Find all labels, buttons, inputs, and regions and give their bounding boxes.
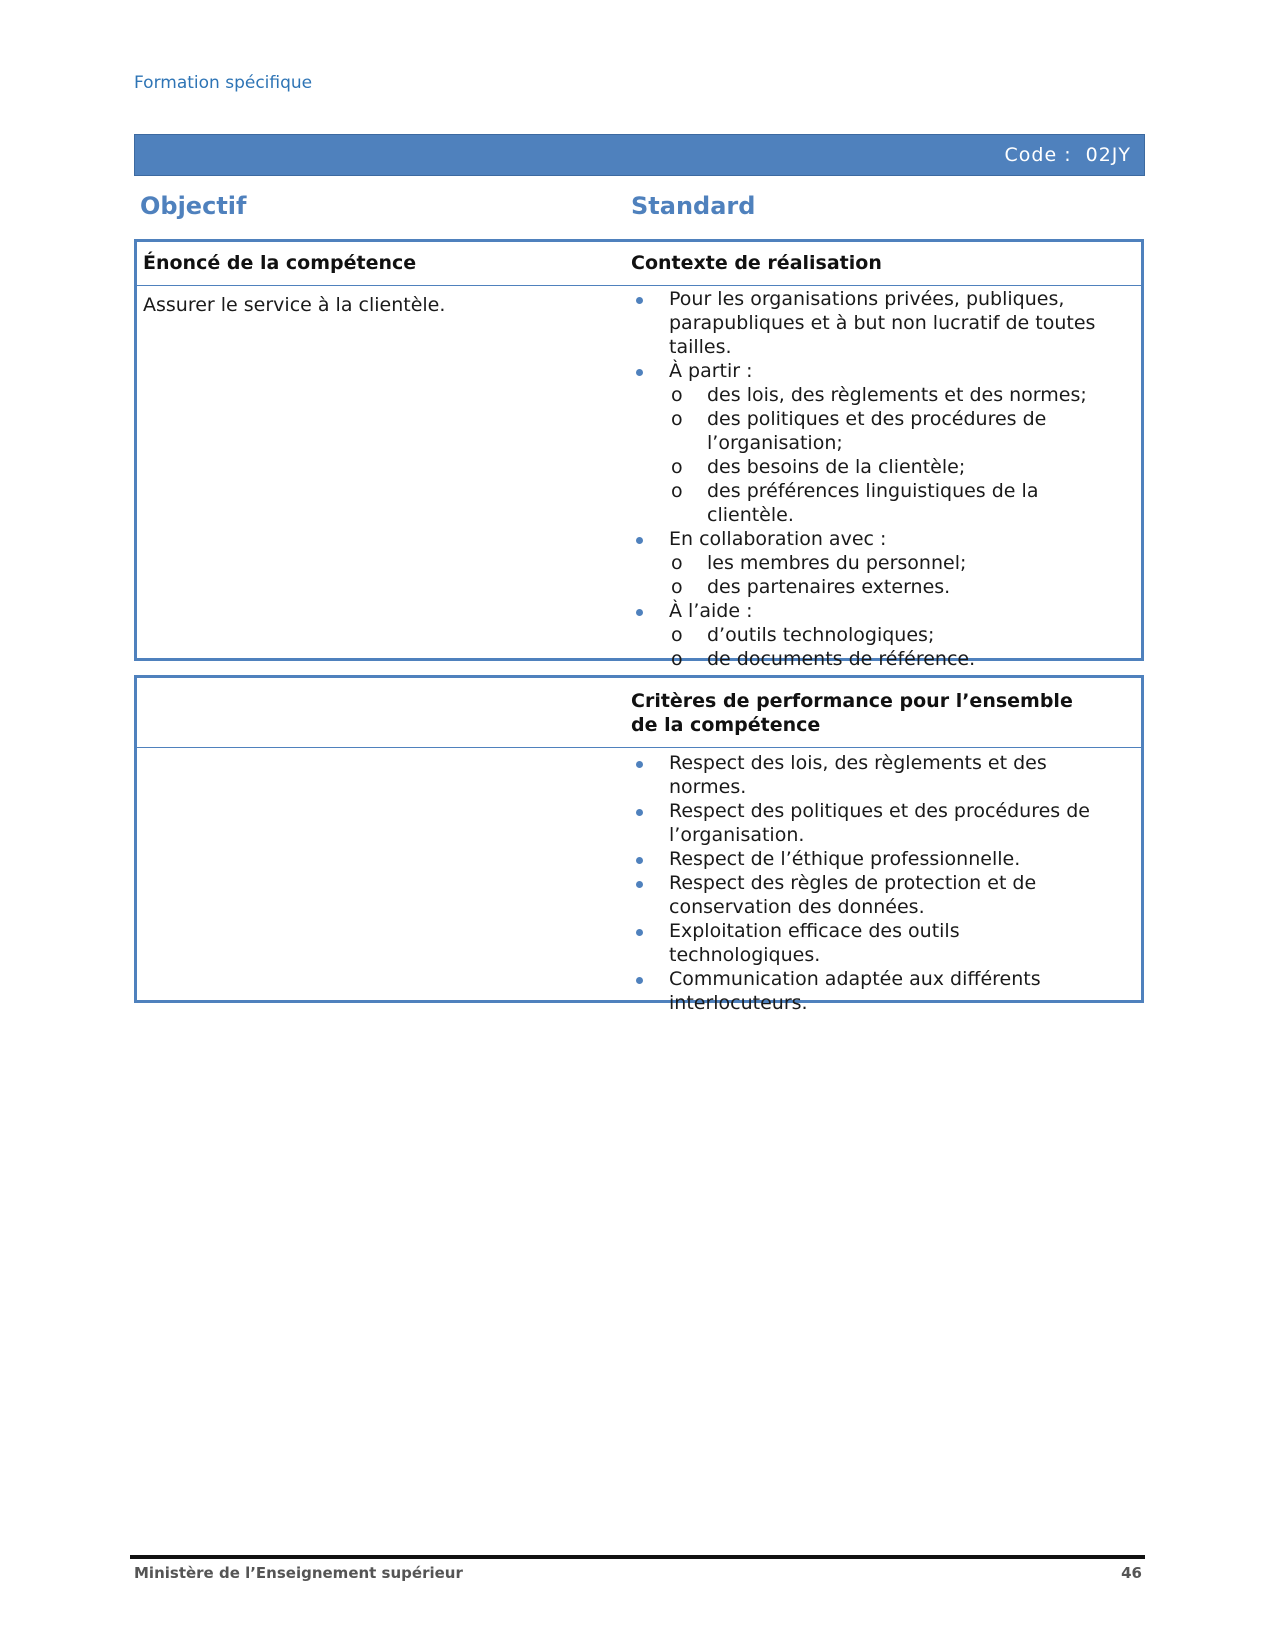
- bullet-icon: [636, 369, 643, 376]
- contexte-subitem-text: de documents de référence.: [707, 648, 976, 670]
- bullet-icon: [636, 977, 643, 984]
- critere-item: [631, 847, 1101, 871]
- critere-item: [631, 751, 1101, 799]
- contexte-subitem: [669, 479, 1121, 527]
- contexte-subitem: [669, 647, 1121, 671]
- competence-table: [134, 239, 1144, 670]
- criteres-header: [631, 689, 1073, 737]
- contexte-item: [631, 287, 1121, 359]
- contexte-item-text: À partir :: [669, 360, 753, 382]
- contexte-subitem: [669, 455, 1121, 479]
- bullet-icon: [636, 297, 643, 304]
- critere-item-text: Respect des lois, des règlements et des normes.: [669, 752, 1047, 798]
- critere-item-text: Exploitation efficace des outils technologiques.: [669, 920, 960, 966]
- circle-bullet-icon: o: [671, 480, 683, 502]
- contexte-subitem-text: des préférences linguistiques de la clientèle.: [707, 480, 1039, 526]
- page-number: 46: [1121, 1564, 1142, 1582]
- objectif-title: Objectif: [140, 192, 247, 220]
- bullet-icon: [636, 761, 643, 768]
- bullet-icon: [636, 857, 643, 864]
- circle-bullet-icon: o: [671, 456, 683, 478]
- contexte-item-text: En collaboration avec :: [669, 528, 887, 550]
- contexte-item: [631, 599, 1121, 671]
- code-value: 02JY: [1085, 144, 1131, 166]
- critere-item-text: Communication adaptée aux différents interlocuteurs.: [669, 968, 1041, 1014]
- critere-item: [631, 799, 1101, 847]
- critere-item: [631, 919, 1101, 967]
- contexte-subitem: [669, 575, 1121, 599]
- enonce-text: Assurer le service à la clientèle.: [143, 294, 446, 316]
- contexte-item-text: À l’aide :: [669, 600, 753, 622]
- criteres-list-wrapper: [631, 751, 1101, 1015]
- performance-table-header: [137, 678, 1141, 748]
- contexte-subitem-text: d’outils technologiques;: [707, 624, 935, 646]
- contexte-list-wrapper: [631, 287, 1121, 671]
- contexte-subitem: [669, 383, 1121, 407]
- bullet-icon: [636, 881, 643, 888]
- contexte-subitem-text: des politiques et des procédures de l’organisation;: [707, 408, 1047, 454]
- critere-item: [631, 871, 1101, 919]
- code-bar: [134, 134, 1145, 176]
- contexte-subitem-text: des lois, des règlements et des normes;: [707, 384, 1087, 406]
- circle-bullet-icon: o: [671, 624, 683, 646]
- contexte-subitem-text: des partenaires externes.: [707, 576, 951, 598]
- circle-bullet-icon: o: [671, 552, 683, 574]
- contexte-item-text: Pour les organisations privées, publiques, parapubliques et à but non lucratif de toutes tailles.: [669, 288, 1096, 358]
- critere-item-text: Respect de l’éthique professionnelle.: [669, 848, 1021, 870]
- contexte-subitem: [669, 623, 1121, 647]
- bullet-icon: [636, 609, 643, 616]
- footer-rule: [130, 1555, 1145, 1559]
- contexte-subitem: [669, 407, 1121, 455]
- circle-bullet-icon: o: [671, 384, 683, 406]
- circle-bullet-icon: o: [671, 648, 683, 670]
- contexte-subitem: [669, 551, 1121, 575]
- competence-table-header: [137, 242, 1141, 286]
- section-header: Formation spécifique: [134, 73, 313, 93]
- contexte-list: [631, 287, 1121, 671]
- enonce-header: Énoncé de la compétence: [143, 252, 417, 274]
- critere-item: [631, 967, 1101, 1015]
- code-label: Code :: [1004, 144, 1072, 166]
- critere-item-text: Respect des règles de protection et de conservation des données.: [669, 872, 1037, 918]
- criteres-header-line1: Critères de performance pour l’ensemble: [631, 690, 1073, 712]
- contexte-item: [631, 359, 1121, 527]
- contexte-subitem-text: des besoins de la clientèle;: [707, 456, 966, 478]
- contexte-subitem-text: les membres du personnel;: [707, 552, 967, 574]
- circle-bullet-icon: o: [671, 576, 683, 598]
- bullet-icon: [636, 537, 643, 544]
- performance-table: [134, 675, 1144, 1014]
- contexte-sublist: [669, 383, 1121, 527]
- critere-item-text: Respect des politiques et des procédures de l’organisation.: [669, 800, 1090, 846]
- bullet-icon: [636, 809, 643, 816]
- contexte-header: Contexte de réalisation: [631, 252, 882, 274]
- contexte-sublist: [669, 623, 1121, 671]
- criteres-header-line2: de la compétence: [631, 714, 821, 736]
- standard-title: Standard: [631, 192, 756, 220]
- contexte-sublist: [669, 551, 1121, 599]
- contexte-item: [631, 527, 1121, 599]
- bullet-icon: [636, 929, 643, 936]
- circle-bullet-icon: o: [671, 408, 683, 430]
- footer-ministry: Ministère de l’Enseignement supérieur: [134, 1564, 463, 1582]
- criteres-list: [631, 751, 1101, 1015]
